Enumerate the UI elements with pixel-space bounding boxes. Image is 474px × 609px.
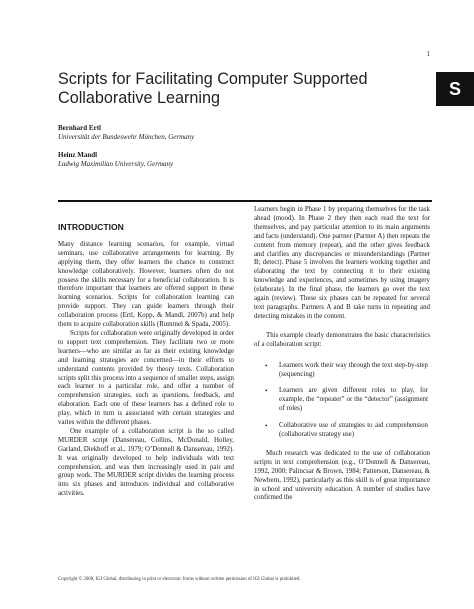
author-affiliation: Universität der Bundeswehr München, Germany — [58, 133, 195, 141]
list-item — [254, 362, 430, 380]
introduction-heading: INTRODUCTION — [58, 222, 124, 232]
author-affiliation: Ludwig Maximilian University, Germany — [58, 160, 174, 168]
article-title — [58, 70, 418, 108]
list-item-text: Learners work their way through the text step-by-step (sequencing) — [279, 361, 428, 378]
left-column — [58, 206, 234, 499]
author-name: Heinz Mandl — [58, 151, 98, 159]
right-column — [254, 206, 430, 503]
bullet-icon: • — [265, 361, 268, 370]
characteristics-list — [254, 362, 430, 440]
section-letter-tab: S — [436, 72, 474, 106]
list-item — [254, 422, 430, 440]
paragraph: Much research was dedicated to the use of collaboration scripts in text comprehension (e.g., O’Donnell & Dansereau, 1992, 2000; Palincsar & Brown, 1984; Patterson, Dansereau, & Newbern, 1992), particularly as this skill is of great importance in school and university education. A number of studies have confirmed the — [254, 449, 430, 502]
section-divider-rule — [58, 200, 432, 202]
author-block-1 — [58, 124, 194, 142]
bullet-icon: • — [265, 387, 268, 396]
author-name: Bernhard Ertl — [58, 124, 101, 132]
bullet-icon: • — [265, 422, 268, 431]
list-item — [254, 387, 430, 414]
paragraph: Learners begin in Phase 1 by preparing themselves for the task ahead (mood). In Phase 2 they then each read the text for themselves, and pay particular attention to its main arguments and facts (understand). One partner (Partner A) then repeats the content from memory (repeat), and the other gives feedback and clarifies any discrepancies or misunderstandings (Partner B; detect). Phase 5 involves the learners working together and elaborating the text by connecting it to their existing knowledge and experiences, and sometimes by using imagery (elaborate). In the final phase, the learners go over the text again (review). These six phases can be repeated for several text paragraphs. Partners A and B take turns in repeating and detecting mistakes in the content. — [254, 206, 430, 320]
paragraph: This example clearly demonstrates the basic characteristics of a collaboration script: — [254, 331, 430, 348]
paragraph: Many distance learning scenarios, for example, virtual seminars, use collaborative arrangements for learning. By applying them, they offer learners the chance to construct knowledge collaboratively. However, learners often do not possess the skills necessary for a beneficial collaboration. It is therefore important that learners are offered support in these learning scenarios. Scripts for collaboration learning can provide support. They can guide learners through their collaboration process (Ertl, Kopp, & Mandl, 2007b) and help them to acquire collaboration skills (Rummel & Spada, 2005). — [58, 240, 234, 329]
paragraph: Scripts for collaboration were originally developed in order to support text comprehension. They facilitate two or more learners—who are similar as far as their existing knowledge and learning strategies are concerned—in their efforts to understand contents provided by theory texts. Collaboration scripts split this process into a sequence of smaller steps, assign each learner to a particular role, and offer a number of comprehension strategies, such as questions, feedback, and elaboration. Each one of these learners has a defined role to play, which in turn is associated with certain strategies and varies within the different phases. — [58, 329, 234, 427]
title-line-1: Scripts for Facilitating Computer Supported — [58, 70, 368, 88]
title-line-2: Collaborative Learning — [58, 89, 220, 107]
copyright-notice: Copyright © 2008, IGI Global, distributing in print or electronic forms without written permission of IGI Global is prohibited. — [58, 577, 301, 582]
page-number: 1 — [426, 50, 430, 58]
list-item-text: Collaborative use of strategies to aid comprehension (collaborative strategy use) — [279, 422, 428, 439]
author-block-2 — [58, 151, 173, 169]
paragraph: One example of a collaboration script is the so called MURDER script (Dansereau, Collins, McDonald, Holley, Garland, Diekhoff et al., 1979; O’Donnell & Dansereau, 1992). It was originally developed to help individuals with text comprehension, and was then increasingly used in pair and group work. The MURDER script divides the learning process into six phases and introduces individual and collaborative activities. — [58, 427, 234, 498]
list-item-text: Learners are given different roles to play, for example, the “repeater” or the “detector” (assignment of roles) — [279, 387, 428, 413]
